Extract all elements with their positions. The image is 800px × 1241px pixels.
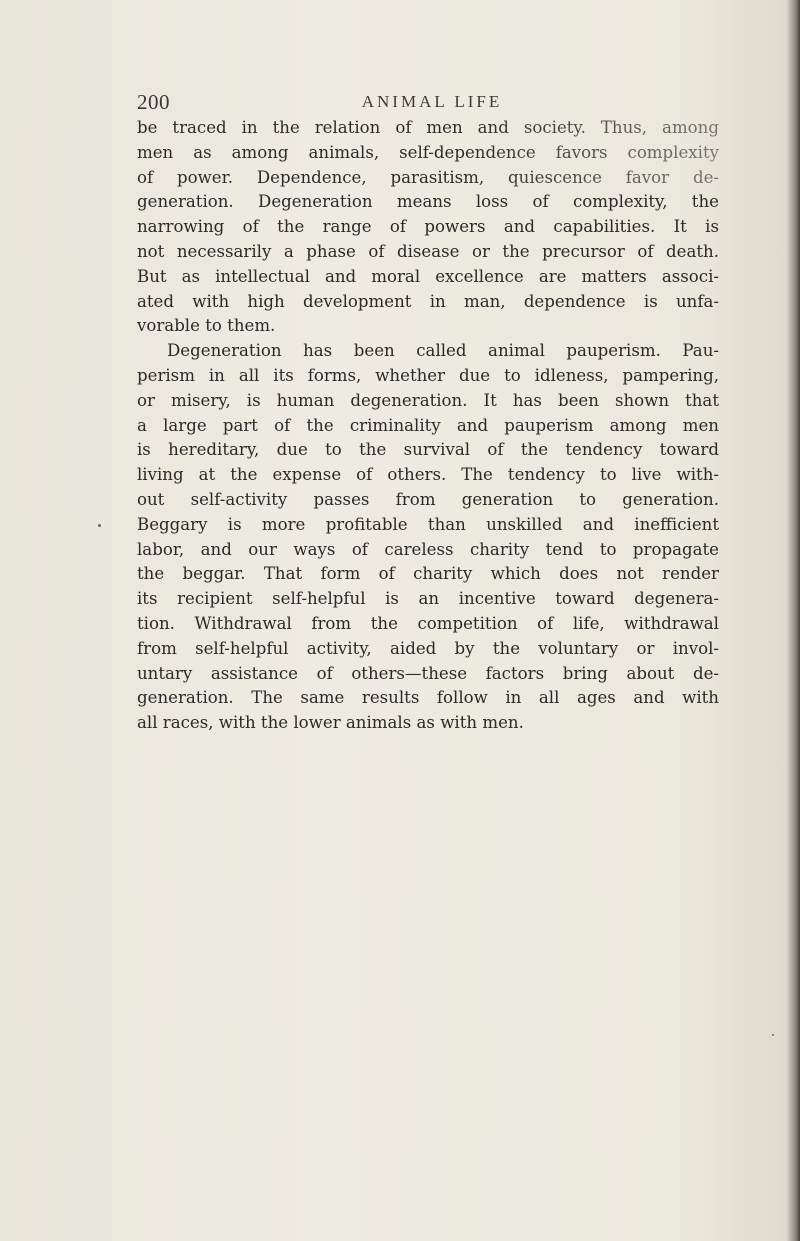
text-line: untary assistance of others—these factors bring about de-: [137, 663, 719, 683]
text-line: all races, with the lower animals as with men.: [137, 713, 524, 733]
text-line: perism in all its forms, whether due to idleness, pampering,: [137, 365, 719, 385]
text-line: labor, and our ways of careless charity tend to propagate: [137, 539, 719, 559]
text-line: be traced in the relation of men and society. Thus, among: [137, 116, 719, 141]
text-line: generation. Degeneration means loss of complexity, the: [137, 192, 719, 212]
text-line: not necessarily a phase of disease or the precursor of death.: [137, 241, 719, 261]
text-line: men as among animals, self-dependence favors complexity: [137, 141, 719, 166]
text-line: living at the expense of others. The tendency to live with-: [137, 465, 719, 485]
text-line: out self-activity passes from generation to generation.: [137, 489, 719, 509]
text-line: is hereditary, due to the survival of the tendency toward: [137, 440, 719, 460]
body-text: [137, 116, 719, 736]
text-line: ated with high development in man, dependence is unfa-: [137, 291, 719, 311]
text-line: But as intellectual and moral excellence are matters associ-: [137, 266, 719, 286]
text-line: Beggary is more profitable than unskilled and inefficient: [137, 514, 719, 534]
text-line: a large part of the criminality and pauperism among men: [137, 415, 719, 435]
text-line: vorable to them.: [137, 316, 276, 336]
paragraph-1: [137, 116, 719, 339]
text-line: generation. The same results follow in all ages and with: [137, 688, 719, 708]
text-line: Degeneration has been called animal pauperism. Pau-: [167, 341, 719, 361]
text-line: from self-helpful activity, aided by the voluntary or invol-: [137, 638, 719, 658]
text-line: or misery, is human degeneration. It has been shown that: [137, 390, 719, 410]
running-head: ANIMAL LIFE: [361, 92, 503, 111]
text-line: its recipient self-helpful is an incentive toward degenera-: [137, 589, 719, 609]
page-edge-shadow: [786, 0, 800, 1241]
paper-speck: [772, 1034, 774, 1036]
paper-speck: [98, 524, 101, 527]
page-number: 200: [137, 90, 170, 114]
text-line: the beggar. That form of charity which does not render: [137, 564, 719, 584]
paragraph-2: [137, 339, 719, 736]
text-line: tion. Withdrawal from the competition of life, withdrawal: [137, 613, 719, 633]
text-line: of power. Dependence, parasitism, quiescence favor de-: [137, 166, 719, 191]
text-line: narrowing of the range of powers and capabilities. It is: [137, 217, 719, 237]
